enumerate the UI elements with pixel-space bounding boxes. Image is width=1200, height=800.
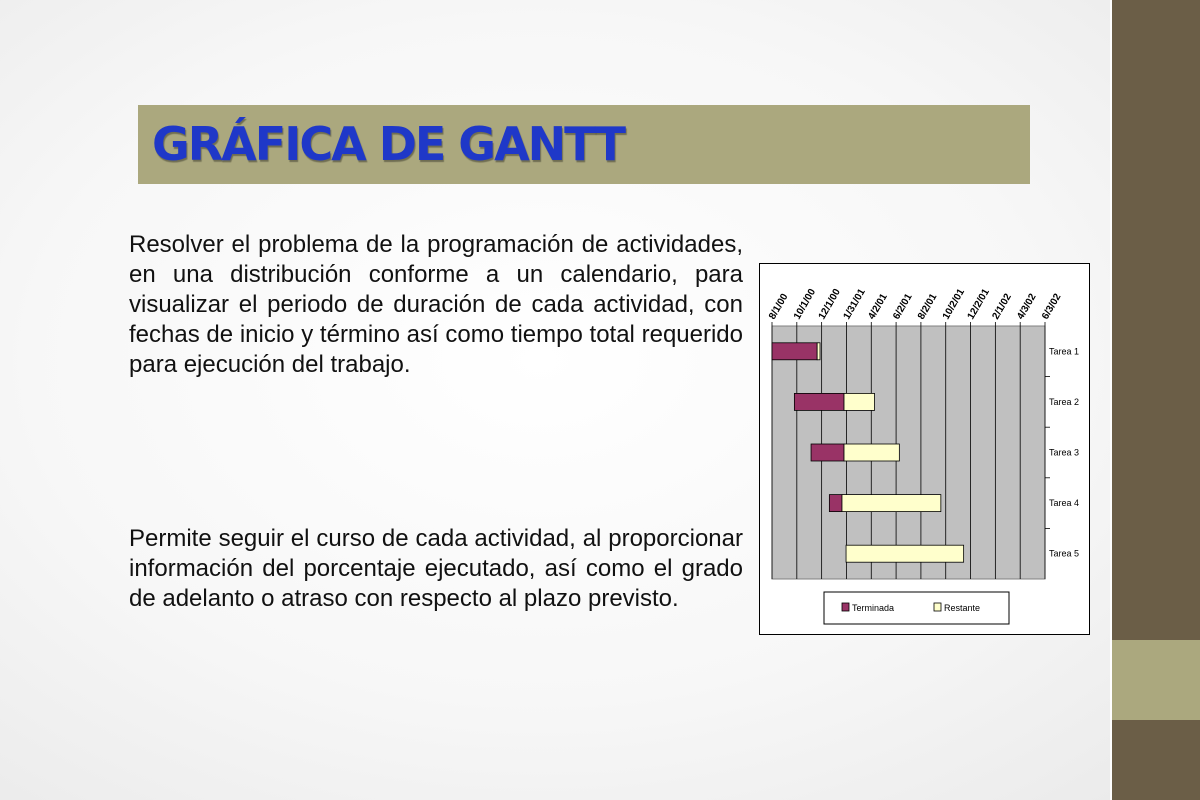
task-label-3: Tarea 3	[1049, 447, 1080, 458]
x-tick-label-7: 8/2/01	[915, 291, 940, 322]
x-tick-label-10: 2/1/02	[990, 291, 1014, 322]
x-tick-label-5: 4/2/01	[866, 291, 890, 322]
x-tick-label-12: 6/3/02	[1040, 291, 1064, 322]
bar-completed-2	[794, 393, 844, 410]
gantt-chart	[759, 263, 1090, 635]
x-tick-label-2: 10/1/00	[791, 287, 819, 322]
gantt-chart-svg	[760, 264, 1089, 634]
bar-remaining-3	[844, 444, 899, 461]
x-tick-label-6: 6/2/01	[891, 291, 915, 322]
bar-remaining-2	[844, 393, 875, 410]
x-tick-label-4: 1/31/01	[841, 287, 868, 322]
legend-swatch-1	[842, 603, 849, 611]
task-label-2: Tarea 2	[1049, 396, 1080, 407]
title-bar	[138, 105, 1030, 184]
legend-label-1: Terminada	[852, 603, 895, 613]
task-label-4: Tarea 4	[1049, 498, 1080, 509]
task-label-5: Tarea 5	[1049, 548, 1080, 559]
bar-completed-4	[829, 495, 842, 512]
bar-completed-3	[811, 444, 844, 461]
slide-title: GRÁFICA DE GANTT	[152, 117, 624, 171]
bar-remaining-5	[846, 545, 964, 562]
x-tick-label-1: 8/1/00	[767, 291, 791, 322]
x-tick-label-3: 12/1/00	[816, 287, 843, 322]
bar-remaining-4	[842, 495, 941, 512]
paragraph-purpose: Resolver el problema de la programación de actividades, en una distribución conforme a un calendario, para visualizar el periodo de duración de cada actividad, con fechas de inicio y término así como tiempo total requerido para ejecución del trabajo.	[129, 231, 743, 378]
paragraph-benefit: Permite seguir el curso de cada actividad, al proporcionar información del porcentaje ejecutado, así como el grado de adelanto o atraso con respecto al plazo previsto.	[129, 525, 743, 612]
task-label-1: Tarea 1	[1049, 346, 1080, 357]
x-tick-label-8: 10/2/01	[940, 287, 968, 322]
side-decoration-top	[1112, 0, 1200, 640]
side-decoration-middle	[1112, 640, 1200, 720]
legend-swatch-2	[934, 603, 941, 611]
legend-label-2: Restante	[944, 603, 981, 613]
side-decoration-bottom	[1112, 720, 1200, 800]
bar-completed-1	[772, 343, 817, 360]
x-tick-label-9: 12/2/01	[965, 287, 992, 322]
x-tick-label-11: 4/3/02	[1015, 291, 1039, 322]
bar-remaining-1	[817, 343, 820, 360]
